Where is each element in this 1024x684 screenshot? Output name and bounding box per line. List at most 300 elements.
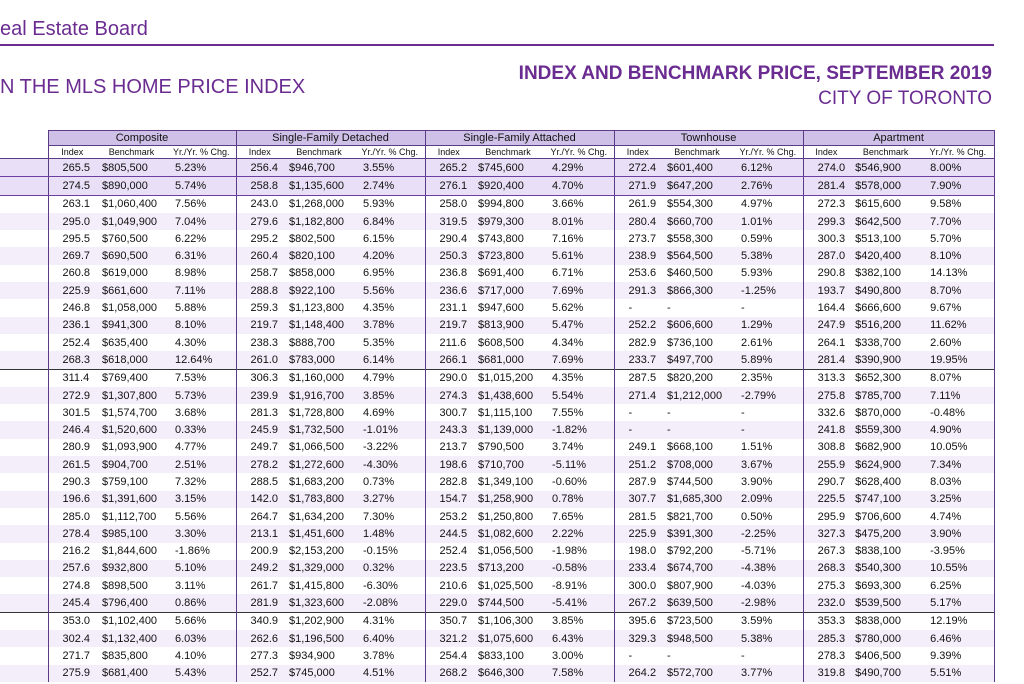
benchmark-cell: $1,415,800 — [289, 579, 345, 592]
report-subtitle: N THE MLS HOME PRICE INDEX — [0, 76, 306, 98]
benchmark-cell: $516,200 — [849, 317, 922, 334]
yoy-change-cell: -0.60% — [552, 475, 587, 488]
row-label-cell — [0, 630, 48, 647]
benchmark-cell: $635,400 — [102, 336, 148, 349]
group-header-row — [0, 131, 994, 146]
yoy-change-cell: -4.38% — [733, 560, 803, 577]
yoy-change-cell: 8.00% — [922, 159, 994, 177]
benchmark-cell: $802,500 — [289, 232, 335, 245]
yoy-change-cell: 3.78% — [363, 649, 395, 662]
index-cell: 196.6 — [48, 491, 96, 508]
benchmark-cell: $382,100 — [855, 267, 901, 280]
benchmark-cell: $1,202,900 — [283, 612, 355, 630]
benchmark-cell: $1,268,000 — [283, 195, 355, 213]
benchmark-cell: $1,093,900 — [102, 441, 158, 454]
yoy-change-cell: 4.90% — [922, 421, 994, 438]
benchmark-cell: $985,100 — [96, 525, 167, 542]
index-cell: 327.3 — [803, 525, 849, 542]
benchmark-cell: $1,148,400 — [283, 317, 355, 334]
benchmark-cell: $745,000 — [283, 665, 355, 682]
index-cell: 274.8 — [48, 577, 96, 594]
price-index-table-wrap — [0, 130, 995, 682]
yoy-change-cell: 2.09% — [733, 491, 803, 508]
yoy-change-cell: -5.71% — [741, 545, 776, 558]
index-cell: 233.7 — [614, 351, 661, 369]
benchmark-cell: $540,300 — [849, 560, 922, 577]
yoy-change-cell: 0.50% — [741, 510, 773, 523]
yoy-change-cell: 5.66% — [167, 612, 236, 630]
index-cell: 238.3 — [236, 334, 283, 351]
benchmark-cell: $1,391,600 — [96, 491, 167, 508]
benchmark-cell: $390,900 — [849, 351, 922, 369]
benchmark-cell: $717,000 — [472, 282, 544, 299]
benchmark-cell: $1,056,500 — [478, 545, 534, 558]
index-cell: 249.2 — [236, 560, 283, 577]
yoy-change-cell: 3.67% — [733, 456, 803, 473]
index-cell: 268.3 — [803, 560, 849, 577]
index-cell: 198.6 — [425, 456, 472, 473]
benchmark-cell: $681,400 — [96, 665, 167, 682]
yoy-change-cell: 4.20% — [355, 247, 425, 264]
index-cell: 225.9 — [614, 525, 661, 542]
yoy-change-cell: 8.10% — [922, 247, 994, 264]
yoy-change-cell: -0.48% — [922, 404, 994, 421]
benchmark-cell: $682,900 — [855, 441, 901, 454]
index-cell: 274.3 — [425, 387, 472, 404]
index-cell: 255.9 — [803, 456, 849, 473]
benchmark-cell: $736,100 — [667, 336, 713, 349]
table-row — [0, 525, 994, 542]
yoy-change-cell: 7.69% — [544, 351, 614, 369]
yoy-change-cell: 19.95% — [922, 351, 994, 369]
yoy-change-cell: 3.59% — [733, 612, 803, 630]
index-cell: 261.7 — [236, 577, 283, 594]
benchmark-cell: $1,307,800 — [96, 387, 167, 404]
index-cell: 250.3 — [425, 247, 472, 264]
benchmark-cell: $710,700 — [472, 456, 544, 473]
index-cell: 282.8 — [425, 473, 472, 490]
table-row — [0, 369, 994, 387]
benchmark-cell: $475,200 — [849, 525, 922, 542]
benchmark-cell: $1,728,800 — [289, 406, 345, 419]
index-cell: 247.9 — [803, 317, 849, 334]
yoy-change-cell: 7.53% — [167, 369, 236, 387]
row-label-cell — [0, 491, 48, 508]
index-cell: 290.4 — [425, 230, 472, 247]
benchmark-cell: $838,100 — [855, 545, 901, 558]
benchmark-cell: $691,400 — [478, 267, 524, 280]
row-label-cell — [0, 612, 48, 630]
yoy-change-cell: -3.95% — [922, 543, 994, 560]
index-cell: 261.9 — [614, 195, 661, 213]
yoy-change-cell: 2.61% — [741, 336, 773, 349]
benchmark-cell: $946,700 — [283, 159, 355, 177]
yoy-change-cell: 7.56% — [167, 195, 236, 213]
benchmark-cell: $693,300 — [855, 579, 901, 592]
yoy-change-cell: 7.69% — [544, 282, 614, 299]
row-label-cell — [0, 508, 48, 525]
index-cell: 233.4 — [614, 560, 661, 577]
index-cell: 236.1 — [48, 317, 96, 334]
index-cell: 332.6 — [803, 404, 849, 421]
benchmark-cell: $1,160,000 — [283, 369, 355, 387]
subheader-benchmark: Benchmark — [96, 146, 167, 159]
yoy-change-cell: 5.54% — [544, 387, 614, 404]
yoy-change-cell: 3.85% — [544, 612, 614, 630]
index-cell: 307.7 — [614, 491, 661, 508]
benchmark-cell: $979,300 — [472, 213, 544, 230]
benchmark-cell: $920,400 — [472, 177, 544, 195]
benchmark-cell: $490,800 — [849, 282, 922, 299]
index-cell: 213.7 — [425, 439, 472, 456]
index-cell: 280.4 — [614, 213, 661, 230]
index-cell: 216.2 — [48, 543, 96, 560]
yoy-change-cell: 7.90% — [922, 177, 994, 195]
row-label-cell — [0, 421, 48, 438]
table-row — [0, 247, 994, 264]
index-cell: 232.0 — [803, 594, 849, 612]
index-cell: 282.9 — [614, 334, 661, 351]
row-label-header — [0, 131, 48, 146]
yoy-change-cell: 8.10% — [167, 317, 236, 334]
benchmark-cell: $660,700 — [661, 213, 733, 230]
yoy-change-cell: 1.48% — [355, 525, 425, 542]
index-cell: 290.3 — [48, 473, 96, 490]
table-row — [0, 456, 994, 473]
index-cell: 353.3 — [803, 612, 849, 630]
yoy-change-cell: 4.77% — [175, 441, 207, 454]
index-cell: 264.7 — [236, 508, 283, 525]
index-cell: - — [614, 421, 661, 438]
yoy-change-cell: 5.47% — [544, 317, 614, 334]
row-label-cell — [0, 230, 48, 247]
benchmark-cell: $497,700 — [661, 351, 733, 369]
yoy-change-cell: 5.62% — [552, 302, 584, 315]
row-label-cell — [0, 665, 48, 682]
yoy-change-cell: 6.14% — [355, 351, 425, 369]
benchmark-cell: $1,106,300 — [472, 612, 544, 630]
benchmark-cell: $559,300 — [849, 421, 922, 438]
index-cell: 211.6 — [425, 334, 472, 351]
index-cell: 219.7 — [425, 317, 472, 334]
index-cell: 285.3 — [803, 630, 849, 647]
benchmark-cell: $932,800 — [96, 560, 167, 577]
yoy-change-cell: -0.58% — [544, 560, 614, 577]
index-cell: 243.0 — [236, 195, 283, 213]
row-label-cell — [0, 265, 48, 282]
benchmark-cell: $578,000 — [849, 177, 922, 195]
table-row — [0, 299, 994, 316]
benchmark-cell: $1,685,300 — [661, 491, 733, 508]
index-cell: 251.2 — [614, 456, 661, 473]
yoy-change-cell: 6.12% — [733, 159, 803, 177]
index-cell: 350.7 — [425, 612, 472, 630]
benchmark-cell: $941,300 — [96, 317, 167, 334]
yoy-change-cell: 7.32% — [175, 475, 207, 488]
index-cell: 280.9 — [48, 439, 96, 456]
index-cell: 277.3 — [236, 647, 283, 664]
benchmark-cell: $1,438,600 — [472, 387, 544, 404]
yoy-change-cell: 6.46% — [922, 630, 994, 647]
benchmark-cell: $1,139,000 — [472, 421, 544, 438]
benchmark-cell: $406,500 — [855, 649, 901, 662]
yoy-change-cell: 7.34% — [922, 456, 994, 473]
subheader-index: Index — [803, 146, 849, 159]
table-row — [0, 177, 994, 195]
yoy-change-cell: 3.77% — [733, 665, 803, 682]
index-cell: 278.2 — [236, 456, 283, 473]
index-cell: 267.2 — [614, 594, 661, 612]
yoy-change-cell: 2.60% — [922, 334, 994, 351]
yoy-change-cell: -6.30% — [363, 579, 398, 592]
row-label-cell — [0, 404, 48, 421]
index-cell: 281.3 — [236, 404, 283, 421]
benchmark-cell: $813,900 — [472, 317, 544, 334]
yoy-change-cell: 7.70% — [922, 213, 994, 230]
index-cell: 295.0 — [48, 213, 96, 230]
benchmark-cell: $460,500 — [667, 267, 713, 280]
yoy-change-cell: 9.67% — [922, 299, 994, 316]
table-row — [0, 265, 994, 282]
yoy-change-cell: 6.71% — [552, 267, 584, 280]
index-cell: 253.2 — [425, 508, 472, 525]
table-row — [0, 647, 994, 664]
row-label-cell — [0, 560, 48, 577]
index-cell: 241.8 — [803, 421, 849, 438]
index-cell: 329.3 — [614, 630, 661, 647]
yoy-change-cell: 4.69% — [363, 406, 395, 419]
group-header-single-family-attached: Single-Family Attached — [425, 131, 614, 146]
benchmark-cell: $1,015,200 — [472, 369, 544, 387]
benchmark-cell: $706,600 — [855, 510, 901, 523]
index-cell: 239.9 — [236, 387, 283, 404]
table-row — [0, 404, 994, 421]
yoy-change-cell: 3.66% — [544, 195, 614, 213]
table-row — [0, 282, 994, 299]
benchmark-cell: $572,700 — [661, 665, 733, 682]
yoy-change-cell: 12.64% — [167, 351, 236, 369]
subheader-benchmark: Benchmark — [283, 146, 355, 159]
index-cell: 256.4 — [236, 159, 283, 177]
yoy-change-cell: 0.86% — [167, 594, 236, 612]
row-label-cell — [0, 439, 48, 456]
table-row — [0, 543, 994, 560]
row-label-cell — [0, 525, 48, 542]
yoy-change-cell: 6.31% — [167, 247, 236, 264]
index-cell: 271.4 — [614, 387, 661, 404]
benchmark-cell: $948,500 — [661, 630, 733, 647]
index-cell: 302.4 — [48, 630, 96, 647]
index-cell: 245.9 — [236, 421, 283, 438]
index-cell: 340.9 — [236, 612, 283, 630]
benchmark-cell: $608,500 — [478, 336, 524, 349]
yoy-change-cell: - — [741, 649, 745, 662]
benchmark-cell: $904,700 — [96, 456, 167, 473]
index-cell: 231.1 — [425, 299, 472, 316]
subheader-yr-yr-chg: Yr./Yr. % Chg. — [922, 146, 994, 159]
benchmark-cell: $1,272,600 — [283, 456, 355, 473]
index-cell: 272.9 — [48, 387, 96, 404]
index-cell: 244.5 — [425, 525, 472, 542]
benchmark-cell: $674,700 — [661, 560, 733, 577]
index-cell: 353.0 — [48, 612, 96, 630]
table-row — [0, 577, 994, 594]
benchmark-cell: $1,112,700 — [102, 510, 157, 523]
index-cell: 261.0 — [236, 351, 283, 369]
index-cell: 295.2 — [236, 230, 283, 247]
index-cell: 258.0 — [425, 195, 472, 213]
yoy-change-cell: -3.22% — [363, 441, 398, 454]
index-cell: 295.5 — [48, 230, 96, 247]
benchmark-cell: $1,451,600 — [283, 525, 355, 542]
index-cell: 219.7 — [236, 317, 283, 334]
yoy-change-cell: 2.51% — [167, 456, 236, 473]
index-cell: 265.2 — [425, 159, 472, 177]
index-cell: 272.3 — [803, 195, 849, 213]
yoy-change-cell: 7.65% — [552, 510, 584, 523]
index-cell: 253.6 — [614, 265, 661, 282]
index-cell: 290.7 — [803, 473, 849, 490]
index-cell: 281.9 — [236, 594, 283, 612]
yoy-change-cell: 6.43% — [544, 630, 614, 647]
index-cell: 198.0 — [614, 543, 661, 560]
yoy-change-cell: 14.13% — [922, 265, 994, 282]
benchmark-cell: $668,100 — [667, 441, 713, 454]
yoy-change-cell: 2.76% — [733, 177, 803, 195]
benchmark-cell: $1,323,600 — [283, 594, 355, 612]
group-header-single-family-detached: Single-Family Detached — [236, 131, 425, 146]
yoy-change-cell: 11.62% — [922, 317, 994, 334]
benchmark-cell: $744,500 — [472, 594, 544, 612]
yoy-change-cell: -0.15% — [363, 545, 398, 558]
yoy-change-cell: -1.82% — [544, 421, 614, 438]
yoy-change-cell: 4.29% — [544, 159, 614, 177]
yoy-change-cell: 8.98% — [175, 267, 207, 280]
benchmark-cell: $744,500 — [667, 475, 713, 488]
benchmark-cell: $490,700 — [849, 665, 922, 682]
index-cell: 301.5 — [48, 404, 96, 421]
index-cell: 164.4 — [803, 299, 849, 316]
index-cell: 265.5 — [48, 159, 96, 177]
index-cell: 210.6 — [425, 577, 472, 594]
yoy-change-cell: 0.73% — [363, 475, 395, 488]
benchmark-cell: $624,900 — [849, 456, 922, 473]
yoy-change-cell: 4.34% — [552, 336, 584, 349]
benchmark-cell: $783,000 — [283, 351, 355, 369]
benchmark-cell: $708,000 — [661, 456, 733, 473]
benchmark-cell: $642,500 — [849, 213, 922, 230]
subheader-benchmark: Benchmark — [472, 146, 544, 159]
index-cell: 295.9 — [803, 508, 849, 525]
index-cell: 252.2 — [614, 317, 661, 334]
row-label-cell — [0, 317, 48, 334]
row-label-cell — [0, 177, 48, 195]
yoy-change-cell: 4.79% — [355, 369, 425, 387]
subheader-benchmark: Benchmark — [661, 146, 733, 159]
benchmark-cell: $858,000 — [289, 267, 335, 280]
row-label-cell — [0, 456, 48, 473]
index-cell: 264.1 — [803, 334, 849, 351]
yoy-change-cell: 7.58% — [544, 665, 614, 682]
index-cell: 263.1 — [48, 195, 96, 213]
subheader-row — [0, 146, 994, 159]
benchmark-cell: $628,400 — [855, 475, 901, 488]
benchmark-cell: $606,600 — [661, 317, 733, 334]
benchmark-cell: $747,100 — [849, 491, 922, 508]
index-cell: 290.8 — [803, 265, 849, 282]
benchmark-cell: $805,500 — [96, 159, 167, 177]
yoy-change-cell: 5.10% — [167, 560, 236, 577]
index-cell: 266.1 — [425, 351, 472, 369]
yoy-change-cell: - — [733, 421, 803, 438]
yoy-change-cell: 3.27% — [355, 491, 425, 508]
yoy-change-cell: 5.61% — [544, 247, 614, 264]
row-label-cell — [0, 213, 48, 230]
yoy-change-cell: 4.97% — [733, 195, 803, 213]
benchmark-cell: $420,400 — [849, 247, 922, 264]
index-cell: 287.9 — [614, 473, 661, 490]
benchmark-cell: $646,300 — [472, 665, 544, 682]
yoy-change-cell: 5.70% — [922, 230, 994, 247]
row-label-cell — [0, 195, 48, 213]
index-cell: 271.7 — [48, 647, 96, 664]
table-row — [0, 560, 994, 577]
yoy-change-cell: 5.93% — [741, 267, 773, 280]
benchmark-cell: $713,200 — [472, 560, 544, 577]
subheader-benchmark: Benchmark — [849, 146, 922, 159]
yoy-change-cell: 5.38% — [733, 247, 803, 264]
yoy-change-cell: 3.00% — [552, 649, 584, 662]
yoy-change-cell: 2.74% — [355, 177, 425, 195]
index-cell: 275.8 — [803, 387, 849, 404]
yoy-change-cell: 6.40% — [355, 630, 425, 647]
table-row — [0, 351, 994, 369]
benchmark-cell: $994,800 — [472, 195, 544, 213]
index-cell: 243.3 — [425, 421, 472, 438]
index-cell: 288.5 — [236, 473, 283, 490]
benchmark-cell: $790,500 — [478, 441, 524, 454]
benchmark-cell: $601,400 — [661, 159, 733, 177]
benchmark-cell: $681,000 — [472, 351, 544, 369]
table-row — [0, 195, 994, 213]
index-cell: 262.6 — [236, 630, 283, 647]
row-label-cell — [0, 543, 48, 560]
yoy-change-cell: 4.51% — [355, 665, 425, 682]
yoy-change-cell: 5.23% — [167, 159, 236, 177]
benchmark-cell: $723,500 — [661, 612, 733, 630]
yoy-change-cell: 6.84% — [355, 213, 425, 230]
benchmark-cell: $2,153,200 — [289, 545, 345, 558]
index-cell: 319.5 — [425, 213, 472, 230]
benchmark-cell: $513,100 — [855, 232, 901, 245]
yoy-change-cell: 4.35% — [544, 369, 614, 387]
yoy-change-cell: 8.70% — [922, 282, 994, 299]
yoy-change-cell: 3.30% — [167, 525, 236, 542]
benchmark-cell: $546,900 — [849, 159, 922, 177]
report-title-block — [519, 62, 992, 112]
row-label-cell — [0, 299, 48, 316]
yoy-change-cell: 6.03% — [167, 630, 236, 647]
index-cell: 261.5 — [48, 456, 96, 473]
index-cell: 236.6 — [425, 282, 472, 299]
table-row — [0, 317, 994, 334]
index-cell: 276.1 — [425, 177, 472, 195]
group-header-townhouse: Townhouse — [614, 131, 803, 146]
index-cell: 193.7 — [803, 282, 849, 299]
yoy-change-cell: 3.55% — [355, 159, 425, 177]
subheader-yr-yr-chg: Yr./Yr. % Chg. — [733, 146, 803, 159]
yoy-change-cell: 5.17% — [922, 594, 994, 612]
